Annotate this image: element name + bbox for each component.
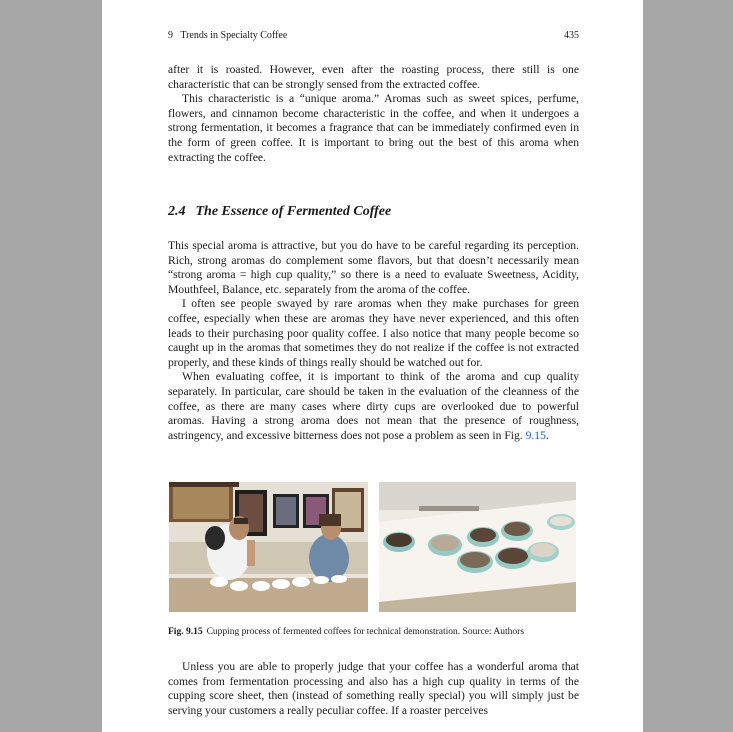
section-number: 2.4	[168, 204, 186, 219]
figure-reference-link[interactable]: 9.15	[525, 428, 546, 442]
section-heading	[168, 204, 391, 220]
figure-photo-cupping-bowls	[379, 482, 576, 612]
closing-text	[168, 660, 579, 718]
figure-caption-text: Cupping process of fermented coffees for technical demonstration. Source: Authors	[206, 627, 525, 637]
paragraph: This special aroma is attractive, but you do have to be careful regarding its perception. Rich, strong aromas do complement some flavors, but that doesn’t necessarily mean “strong aroma = high cup quality,” so there is a need to evaluate Sweetness, Acidity, Mouthfeel, Balance, etc. separately from the aroma of the coffee.	[168, 239, 579, 296]
page-number: 435	[564, 30, 579, 41]
photo-cupping-people	[169, 482, 368, 612]
paragraph	[168, 370, 579, 443]
figure-caption	[168, 627, 524, 637]
photo-cupping-bowls	[379, 482, 576, 612]
paragraph: Unless you are able to properly judge that your coffee has a wonderful aroma that comes from fermentation processing and also has a high cup quality in terms of the cupping score sheet, then (instead of something really special) you will simply just be serving your customers a really peculiar coffee. If a roaster perceives	[168, 660, 579, 717]
paragraph: I often see people swayed by rare aromas when they make purchases for green coffee, especially when these are aromas they have never experienced, and this often leads to their purchasing poor quality coffee. I also notice that many people become so caught up in the aromas that sometimes they do not realize if the coffee is not extracted properly, and these kinds of things really should be watched out for.	[168, 297, 579, 369]
page	[102, 0, 643, 732]
section-text	[168, 239, 579, 443]
chapter-title: 9 Trends in Specialty Coffee	[168, 30, 288, 41]
figure-photo-cupping-people	[169, 482, 368, 612]
paragraph-text: When evaluating coffee, it is important to think of the aroma and cup quality separately. In particular, care should be taken in the evaluation of the cleanness of the coffee, as there are many cases where dirty cups are overlooked due to powerful aromas. Having a strong aroma does not mean that the presence of roughness, astringency, and excessive bitterness does not pose a problem as seen in Fig.	[168, 370, 579, 442]
intro-text	[168, 63, 579, 165]
running-header	[168, 30, 579, 41]
figure-label: Fig. 9.15	[168, 627, 203, 637]
section-title: The Essence of Fermented Coffee	[195, 204, 392, 219]
paragraph: This characteristic is a “unique aroma.” Aromas such as sweet spices, perfume, flowers, and cinnamon become characteristic in the coffee, and when it undergoes a strong fermentation, it becomes a fragrance that can be immediately confirmed even in the form of green coffee. It is important to bring out the best of this aroma when extracting the coffee.	[168, 92, 579, 164]
paragraph: after it is roasted. However, even after the roasting process, there still is one characteristic that can be strongly sensed from the extracted coffee.	[168, 63, 579, 91]
paragraph-end: .	[545, 428, 549, 442]
